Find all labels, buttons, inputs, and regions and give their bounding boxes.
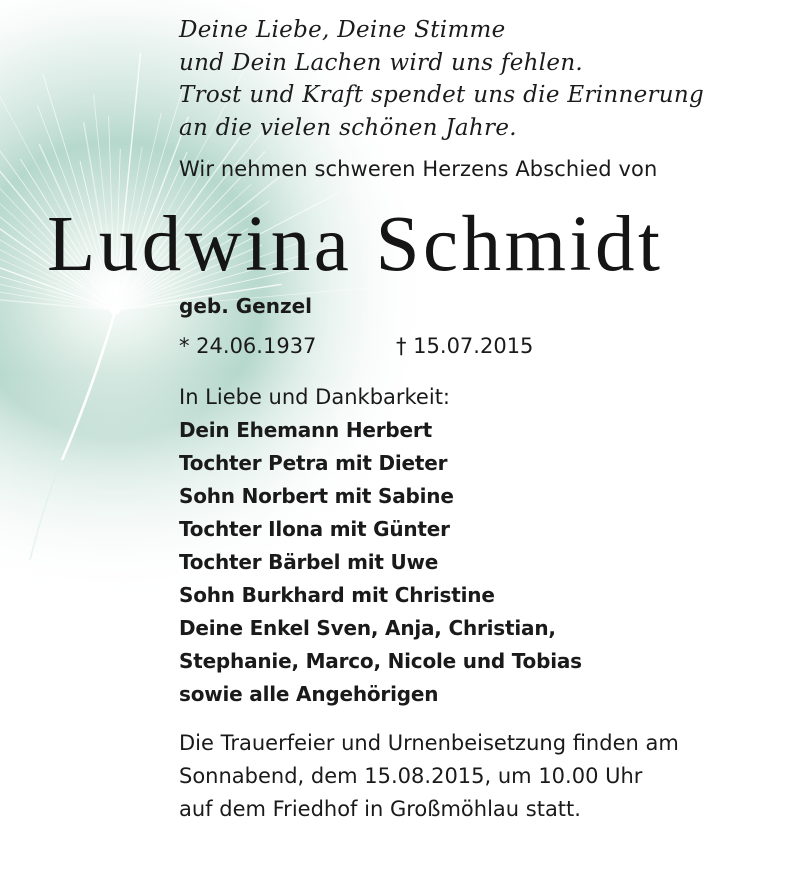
mourners-heading: In Liebe und Dankbarkeit: xyxy=(179,385,451,409)
mourner-line: Sohn Norbert mit Sabine xyxy=(179,484,454,508)
mourner-line: sowie alle Angehörigen xyxy=(179,682,439,706)
farewell-intro: Wir nehmen schweren Herzens Abschied von xyxy=(179,157,658,181)
mourners-list xyxy=(179,414,582,711)
deceased-name: Ludwina Schmidt xyxy=(47,201,664,288)
mourner-line: Tochter Bärbel mit Uwe xyxy=(179,550,439,574)
death-date: † 15.07.2015 xyxy=(396,334,534,358)
poem-line: Deine Liebe, Deine Stimme xyxy=(179,17,506,43)
mourner-line: Deine Enkel Sven, Anja, Christian, xyxy=(179,616,556,640)
poem-line: Trost und Kraft spendet uns die Erinnerung xyxy=(179,82,705,108)
mourner-line: Tochter Petra mit Dieter xyxy=(179,451,448,475)
funeral-line: auf dem Friedhof in Großmöhlau statt. xyxy=(179,797,581,821)
mourner-line: Sohn Burkhard mit Christine xyxy=(179,583,495,607)
poem-line: und Dein Lachen wird uns fehlen. xyxy=(179,49,584,76)
mourner-line: Stephanie, Marco, Nicole und Tobias xyxy=(179,649,582,673)
funeral-line: Die Trauerfeier und Urnenbeisetzung finden am xyxy=(179,731,679,755)
memorial-poem xyxy=(179,14,704,144)
life-dates xyxy=(179,331,534,361)
mourner-line: Dein Ehemann Herbert xyxy=(179,418,432,442)
maiden-name: geb. Genzel xyxy=(179,294,313,318)
poem-line: an die vielen schönen Jahre. xyxy=(179,114,517,141)
funeral-details xyxy=(179,727,679,826)
birth-date: * 24.06.1937 xyxy=(179,334,317,358)
funeral-line: Sonnabend, dem 15.08.2015, um 10.00 Uhr xyxy=(179,764,643,788)
mourner-line: Tochter Ilona mit Günter xyxy=(179,517,450,541)
